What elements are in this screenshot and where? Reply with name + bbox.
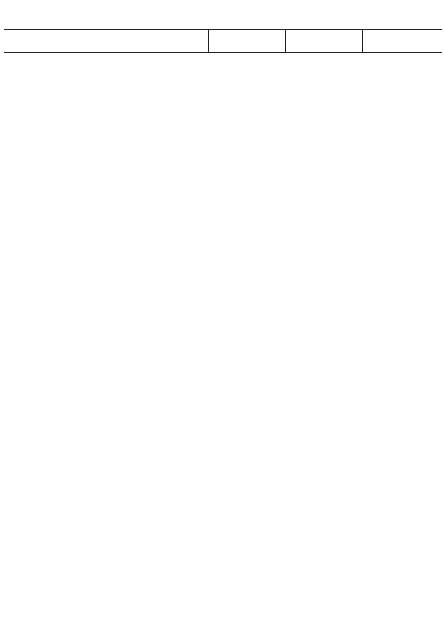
header-2025 [363,30,442,52]
budget-table [4,29,442,53]
table-header [4,29,442,53]
header-label-column [4,30,209,52]
header-2023 [209,30,286,52]
header-2024 [286,30,363,52]
